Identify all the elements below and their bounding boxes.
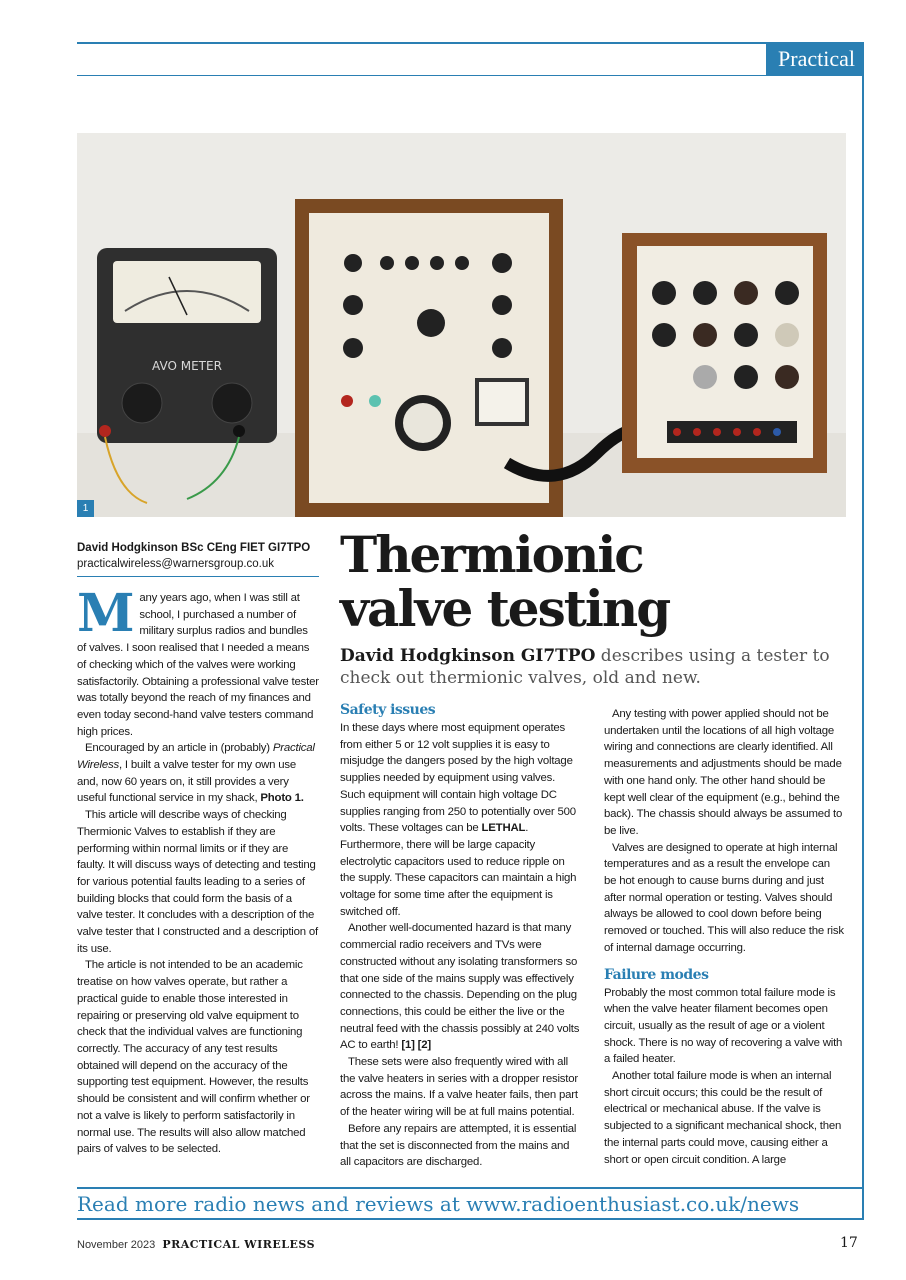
author-name: David Hodgkinson BSc CEng FIET GI7TPO — [77, 542, 311, 554]
magazine-reference: Practical Wireless — [77, 742, 315, 772]
paragraph — [77, 740, 319, 807]
meter-brand-label: AVO METER — [152, 359, 222, 373]
magazine-name: PRACTICAL WIRELESS — [162, 1238, 316, 1251]
issue-info — [77, 1238, 315, 1251]
footer-rule — [77, 1187, 863, 1189]
paragraph-text: , I built a valve tester for my own use and, now 60 years on, it still provides a very useful functional service in my shack, — [77, 759, 297, 805]
page-edge-rule — [862, 42, 864, 1220]
paragraph: Probably the most common total failure mode is when the valve heater filament becomes open circuit, usually as the result of age or a violent shock. There is no way of recovering a valve with a failed heater. — [604, 986, 843, 1066]
standfirst-author: David Hodgkinson GI7TPO — [340, 646, 596, 666]
headline-line-1: Thermionic — [340, 525, 643, 584]
headline-line-2: valve testing — [340, 579, 670, 638]
issue-date: November 2023 — [77, 1239, 156, 1251]
header-rule — [77, 42, 863, 44]
paragraph: Any testing with power applied should not be undertaken until the locations of all high voltage wiring and connections are clearly identified. All measurements and adjustments should be made with one hand only. The other hand should be kept well clear of the equipment (e.g., behind the back). The chassis should always be assumed to be live. — [604, 708, 843, 837]
avo-meter — [97, 248, 277, 443]
standfirst-text: describes using a tester to check out thermionic valves, old and new. — [340, 646, 830, 688]
article-headline — [340, 525, 840, 638]
paragraph: Before any repairs are attempted, it is essential that the set is disconnected from the mains and all capacitors are discharged. — [340, 1122, 577, 1169]
header-rule-lower — [77, 75, 863, 76]
paragraph: This article will describe ways of checking Thermionic Valves to establish if they are performing within normal limits or if they are faulty. It will discuss ways of detecting and testing for various potential faults leading to a series of building blocks that could form the basis of a valve tester. It concludes with a description of the valve tester that I constructed and a description of its use. — [77, 809, 318, 955]
paragraph — [77, 583, 319, 740]
drop-cap: M — [77, 583, 135, 644]
page-number: 17 — [840, 1235, 858, 1251]
column-1 — [77, 583, 319, 1158]
photo-number: 1 — [77, 500, 94, 517]
heading-failure-modes: Failure modes — [604, 966, 709, 983]
paragraph: These sets were also frequently wired with all the valve heaters in series with a dropper resistor across the mains. If a valve heater fails, then part of the heater wiring will be at full mains potential. — [340, 1056, 578, 1119]
byline-rule — [77, 576, 319, 577]
standfirst — [340, 645, 840, 689]
photo-reference: Photo 1. — [260, 792, 304, 805]
emphasis: LETHAL — [481, 822, 526, 835]
paragraph-text: In these days where most equipment operates from either 5 or 12 volt supplies it is easy to misjudge the dangers posed by the high voltage supplies needed by equipment using valves. Such equipment will contain high voltage DC supplies ranging from 250 to potentially over 500 volts. These voltages can be — [340, 722, 576, 835]
paragraph: Another total failure mode is when an internal short circuit occurs; this could be the result of electrical or mechanical abuse. If the valve is subjected to a significant mechanical shock, then the internal parts could move, causing either a short or open circuit condition. A large — [604, 1070, 842, 1166]
paragraph-text: . Furthermore, there will be large capacity electrolytic capacitors used to reduce ripple on the supply. These capacitors can maintain a high voltage for some time after the equipment is switched off. — [340, 822, 577, 918]
reference-marks: [1] [2] — [401, 1039, 431, 1052]
column-3 — [604, 706, 844, 1168]
paragraph: Valves are designed to operate at high internal temperatures and as a result the envelope can be hot enough to cause burns during and just after normal operation or testing. Valves should always be allowed to cool down before being removed or touched. This will also reduce the risk of internal damage occurring. — [604, 841, 844, 954]
paragraph-text: any years ago, when I was still at school, I purchased a number of military surplus radios and bundles of valves. I soon realised that I needed a means of checking which of the valves were working satisfactorily. Obtaining a professional valve tester was totally beyond the reach of my finances and even today second-hand valve testers command high prices. — [77, 592, 319, 738]
footer-rule-lower — [77, 1218, 863, 1220]
paragraph: The article is not intended to be an academic treatise on how valves operate, but rather a practical guide to enable those interested in repairing or preserving old valve equipment to check that the individual valves are functioning correctly. The accuracy of any test results obtained will depend on the accuracy of the supporting test equipment. However, the results should be consistent and will confirm whether or not a valve is likely to perform satisfactorily in normal use. The results will also allow matched pairs of valves to be selected. — [77, 959, 310, 1156]
byline — [77, 540, 319, 572]
footer-promo-link[interactable]: Read more radio news and reviews at www.radioenthusiast.co.uk/news — [77, 1192, 800, 1216]
column-2 — [340, 700, 580, 1171]
author-email[interactable]: practicalwireless@warnersgroup.co.uk — [77, 558, 275, 570]
heading-safety-issues: Safety issues — [340, 702, 436, 718]
paragraph-text: Encouraged by an article in (probably) — [85, 742, 273, 755]
section-tag: Practical — [766, 43, 863, 75]
paragraph — [340, 920, 580, 1054]
valve-socket-panel — [622, 233, 827, 473]
photo-illustration — [77, 133, 846, 517]
paragraph-text: Another well-documented hazard is that many commercial radio receivers and TVs were constructed without any isolating transformers so that one side of the mains supply was effectively connected to the chassis. Depending on the plug connections, this could be either the live or the neutral feed with the chassis possibly at 240 volts AC to earth! — [340, 922, 580, 1052]
paragraph — [340, 720, 580, 920]
valve-tester-photo — [77, 133, 846, 517]
